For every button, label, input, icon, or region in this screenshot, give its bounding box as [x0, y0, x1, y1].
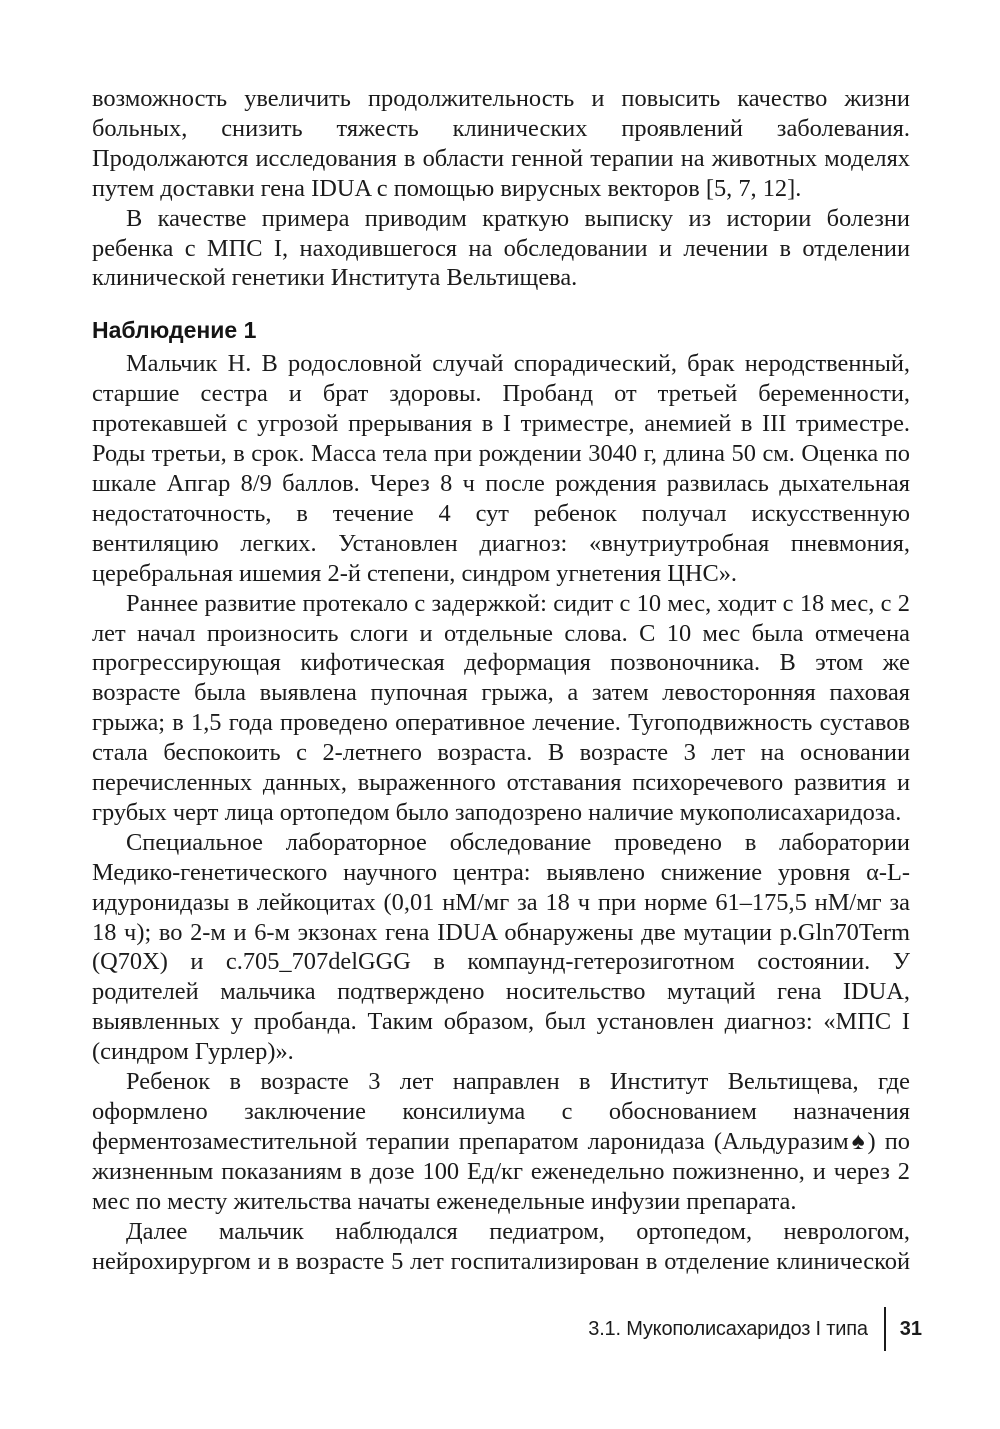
running-title: 3.1. Мукополисахаридоз I типа — [588, 1317, 868, 1340]
paragraph-treatment: Ребенок в возрасте 3 лет направлен в Институт Вельтищева, где оформлено заключение консилиума с обоснованием назначения ферментозаместительной терапии препаратом ларонидаза (Альдуразим♠) по жизненным показаниям в дозе 100 Ед/кг еженедельно пожизненно, и через 2 мес по месту жительства начаты еженедельные инфузии препарата. — [92, 1068, 910, 1215]
paragraph-follow-up: Далее мальчик наблюдался педиатром, ортопедом, неврологом, нейрохирургом и в возрасте 5 лет госпитализирован в отделение клинической — [92, 1217, 910, 1275]
paragraph-lab-diagnosis: Специальное лабораторное обследование проведено в лаборатории Медико-генетического научного центра: выявлено снижение уровня α-L-идуронидазы в лейкоцитах (0,01 нМ/мг за 18 ч при норме 61–175,5 нМ/мг за 18 ч); во 2-м и 6-м экзонах гена IDUA обнаружены две мутации p.Gln70Term (Q70X) и c.705_707delGGG в компаунд-гетерозиготном состоянии. У родителей мальчика подтверждено носительство мутаций гена IDUA, выявленных у пробанда. Таким образом, был установлен диагноз: «МПС I (синдром Гурлер)». — [92, 828, 910, 1066]
paragraph-intro-continued: возможность увеличить продолжительность и повысить качество жизни больных, снизить тяжесть клинических проявлений заболевания. Продолжаются исследования в области генной терапии на животных моделях путем доставки гена IDUA с помощью вирусных векторов [5, 7, 12]. — [92, 85, 910, 202]
paragraph-example-intro: В качестве примера приводим краткую выписку из истории болезни ребенка с МПС I, находившегося на обследовании и лечении в отделении клинической генетики Института Вельтищева. — [92, 204, 910, 292]
page-footer — [588, 1307, 922, 1351]
page-body — [92, 84, 910, 1276]
paragraph-early-development: Раннее развитие протекало с задержкой: сидит с 10 мес, ходит с 18 мес, с 2 лет начал произносить слоги и отдельные слова. С 10 мес была отмечена прогрессирующая кифотическая деформация позвоночника. В этом же возрасте была выявлена пупочная грыжа, а затем левосторонняя паховая грыжа; в 1,5 года проведено оперативное лечение. Тугоподвижность суставов стала беспокоить с 2-летнего возраста. В возрасте 3 лет на основании перечисленных данных, выраженного отставания психоречевого развития и грубых черт лица ортопедом было заподозрено наличие мукополисахаридоза. — [92, 589, 910, 826]
section-heading: Наблюдение 1 — [92, 317, 257, 344]
page-number: 31 — [899, 1317, 922, 1340]
paragraph-case-history: Мальчик Н. В родословной случай спорадический, брак неродственный, старшие сестра и брат здоровы. Пробанд от третьей беременности, протекавшей с угрозой прерывания в I триместре, анемией в III триместре. Роды третьи, в срок. Масса тела при рождении 3040 г, длина 50 см. Оценка по шкале Апгар 8/9 баллов. Через 8 ч после рождения развилась дыхательная недостаточность, в течение 4 сут ребенок получал искусственную вентиляцию легких. Установлен диагноз: «внутриутробная пневмония, церебральная ишемия 2-й степени, синдром угнетения ЦНС». — [92, 350, 910, 587]
